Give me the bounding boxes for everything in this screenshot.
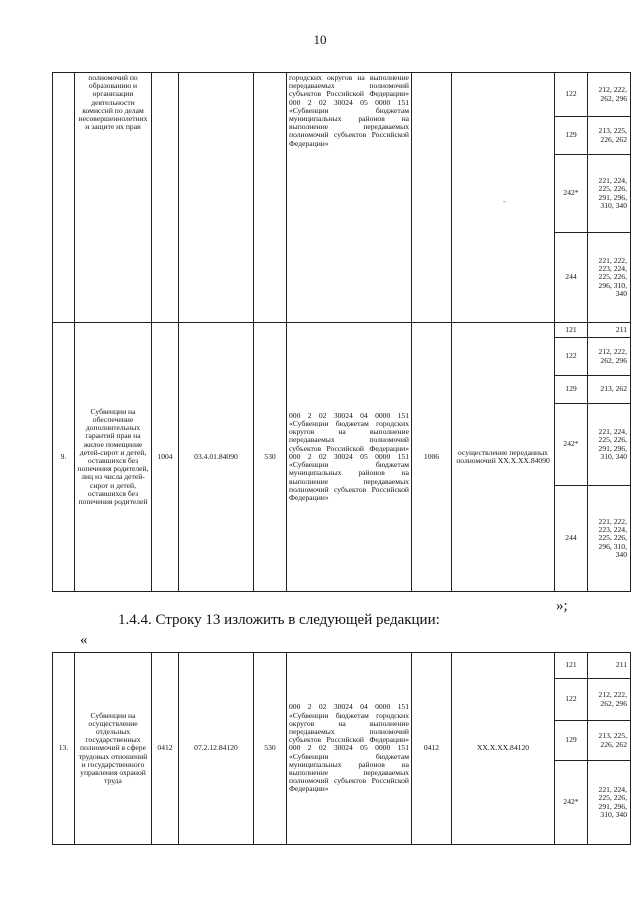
page-number: 10 xyxy=(313,32,327,47)
opening-quote: « xyxy=(80,632,88,648)
vr-cell: 244 xyxy=(555,233,588,323)
kosgu-cell: 221, 224, 225, 226, 291, 296, 310, 340 xyxy=(588,761,631,845)
vr-cell: 122 xyxy=(555,338,588,376)
scan-mark: - xyxy=(503,196,506,206)
vr-budget-cell: 530 xyxy=(254,323,287,592)
kosgu-cell: 221, 224, 225, 226, 291, 296, 310, 340 xyxy=(588,155,631,233)
csr-cell: 03.4.01.84090 xyxy=(179,323,254,592)
desc-cell: XX.X.XX.84120 xyxy=(452,653,555,845)
vr-cell: 122 xyxy=(555,679,588,721)
budget-table-continued xyxy=(52,72,631,592)
kosgu-cell: 211 xyxy=(588,653,631,679)
csr-cell: 07.2.12.84120 xyxy=(179,653,254,845)
kosgu-cell: 221, 224, 225, 226, 291, 296, 310, 340 xyxy=(588,404,631,486)
kosgu-cell: 213, 262 xyxy=(588,376,631,404)
desc-cell: осуществление переданных полномочий XX.X.XX.84090 xyxy=(452,323,555,592)
purpose-cell: 000 2 02 30024 04 0000 151 «Субвенции бюджетам городских округов на выполнение передаваемых полномочий субъектов Российской Федерации» 000 2 02 30024 05 0000 151 «Субвенции бюджетам муниципальных районов на выполнение передаваемых полномочий субъектов Российской Федерации» xyxy=(287,653,412,845)
razdel2-cell xyxy=(412,73,452,323)
vr-cell: 242* xyxy=(555,155,588,233)
razdel-cell: 0412 xyxy=(152,653,179,845)
row-name-cell: Субвенции на обеспечение дополнительных гарантий прав на жилое помещение детей-сирот и детей, оставшихся без попечения родителей, лиц из числа детей-сирот и детей, оставшихся без попечения родителей xyxy=(75,323,152,592)
razdel2-cell: 0412 xyxy=(412,653,452,845)
vr-cell: 242* xyxy=(555,404,588,486)
section-heading: 1.4.4. Строку 13 изложить в следующей редакции: xyxy=(118,612,440,628)
kosgu-cell: 213, 225, 226, 262 xyxy=(588,721,631,761)
closing-quote: »; xyxy=(556,598,568,614)
kosgu-cell: 212, 222, 262, 296 xyxy=(588,679,631,721)
vr-cell: 244 xyxy=(555,486,588,592)
vr-budget-cell: 530 xyxy=(254,653,287,845)
vr-cell: 129 xyxy=(555,376,588,404)
purpose-cell: 000 2 02 30024 04 0000 151 «Субвенции бюджетам городских округов на выполнение передаваемых полномочий субъектов Российской Федерации» 000 2 02 30024 05 0000 151 «Субвенции бюджетам муниципальных районов на выполнение передаваемых полномочий субъектов Российской Федерации» xyxy=(287,323,412,592)
row-number-cell xyxy=(53,73,75,323)
budget-table-row13 xyxy=(52,652,631,845)
kosgu-cell: 212, 222, 262, 296 xyxy=(588,338,631,376)
row-number-cell: 9. xyxy=(53,323,75,592)
table-row xyxy=(53,73,631,117)
csr-cell xyxy=(179,73,254,323)
desc-cell xyxy=(452,73,555,323)
row-name-cell: Субвенции на осуществление отдельных государственных полномочий в сфере трудовых отношений и государственного управления охраной труда xyxy=(75,653,152,845)
vr-cell: 242* xyxy=(555,761,588,845)
kosgu-cell: 221, 222, 223, 224, 225, 226, 296, 310, 340 xyxy=(588,233,631,323)
vr-cell: 129 xyxy=(555,721,588,761)
vr-cell: 129 xyxy=(555,117,588,155)
kosgu-cell: 212, 222, 262, 296 xyxy=(588,73,631,117)
vr-cell: 121 xyxy=(555,323,588,338)
purpose-cell: городских округов на выполнение передаваемых полномочий субъектов Российской Федерации» 000 2 02 30024 05 0000 151 «Субвенции бюджетам муниципальных районов на выполнение передаваемых полномочий субъектов Российской Федерации» xyxy=(287,73,412,323)
razdel2-cell: 1006 xyxy=(412,323,452,592)
kosgu-cell: 221, 222, 223, 224, 225, 226, 296, 310, 340 xyxy=(588,486,631,592)
kosgu-cell: 211 xyxy=(588,323,631,338)
razdel-cell: 1004 xyxy=(152,323,179,592)
razdel-cell xyxy=(152,73,179,323)
kosgu-cell: 213, 225, 226, 262 xyxy=(588,117,631,155)
vr-cell: 121 xyxy=(555,653,588,679)
row-name-cell: полномочий по образованию и организации деятельности комиссий по делам несовершеннолетних и защите их прав xyxy=(75,73,152,323)
table-row xyxy=(53,653,631,679)
table-row xyxy=(53,323,631,338)
vr-budget-cell xyxy=(254,73,287,323)
row-number-cell: 13. xyxy=(53,653,75,845)
vr-cell: 122 xyxy=(555,73,588,117)
